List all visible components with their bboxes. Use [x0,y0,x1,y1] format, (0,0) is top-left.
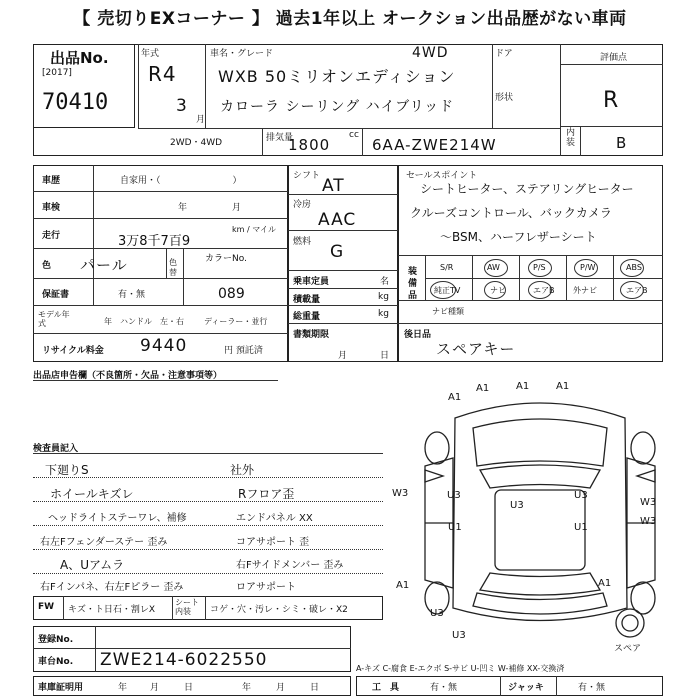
inspector-left-3: 右左Fフェンダーステー 歪み [40,537,168,548]
grade-value: R [603,88,620,113]
ac-value: AAC [318,210,357,230]
cert-label: 車庫証明用 [38,683,84,693]
equip-item-5: 純正TV [434,286,461,295]
model-year-unit: 年 [104,317,112,326]
load-label: 積載量 [293,295,321,305]
inspector-left-2: ヘッドライトステーワレ、補修 [48,513,187,524]
fw-value: キズ・ト日石・割レX [68,605,155,615]
damage-code: U3 [574,490,588,501]
model-year-label: モデル年式 [38,310,70,328]
damage-code: W3 [640,497,657,508]
equip-item-9: エアB [626,286,648,295]
damage-code: U3 [510,500,524,511]
year-label: 年式 [141,49,160,59]
cc-label: cc [349,130,359,140]
warranty-value: 有・無 [118,290,146,300]
damage-code: W3 [640,516,657,527]
month-label: 月 [196,115,206,125]
model-4wd: 4WD [412,45,449,61]
after-label: 後日品 [404,330,432,340]
equip-item-3: P/W [580,263,596,272]
nav-type-label: ナビ種類 [432,307,464,316]
chassis-label: 車台No. [38,657,74,667]
banner: 【 売切りEXコーナー 】 過去1年以上 オークション出品歴がない車両 [0,0,700,32]
lot-number: 70410 [42,90,109,115]
handle-label: ハンドル 左・右 [120,317,184,326]
inspector-right-2: エンドパネル XX [236,513,313,524]
shift-value: AT [322,176,345,196]
history-label: 車歴 [42,176,61,186]
inspector-left-1: ホイールキズレ [50,487,134,501]
damage-code: W3 [392,488,409,499]
warranty-label: 保証書 [42,290,70,300]
inspector-title: 検査員記入 [33,444,79,454]
shape-label: 形状 [495,93,514,103]
model-line2: カローラ シーリング ハイブリッド [220,99,455,115]
cert-field-3: 年 [242,683,252,693]
sales-line2: クルーズコントロール、バックカメラ [410,206,612,220]
weight-label: 総重量 [293,312,321,322]
load-unit: kg [378,292,389,302]
cert-field-5: 日 [310,683,320,693]
tools-label: 工 具 [372,683,400,693]
color-no-label: カラーNo. [205,254,247,264]
damage-code: A1 [396,580,410,591]
recycle-label: リサイクル料金 [42,346,104,356]
color-value: パール [80,256,128,274]
damage-code: U3 [430,608,444,619]
month-value: 3 [176,96,188,116]
weight-unit: kg [378,309,389,319]
cert-field-4: 月 [276,683,286,693]
equip-item-6: ナビ [490,286,506,295]
doc-day: 日 [380,351,390,361]
shift-label: シフト [293,171,321,181]
history-value: 自家用・（ ） [120,176,242,186]
equip-circle [484,281,506,299]
inspector-right-5: ロアサポート [236,582,296,593]
inspector-right-1: Rフロア歪 [238,487,295,501]
equip-circle [620,259,644,277]
inspector-right-4: 右Fサイドメンバー 歪み [236,560,344,571]
after-value: スペアキー [436,340,516,358]
equip-item-2: P/S [533,263,546,272]
equipment-label: 装備品 [408,267,418,301]
damage-code: U1 [448,522,462,533]
equip-item-1: AW [487,263,500,272]
drive-label: 2WD・4WD [170,138,223,148]
doc-month: 月 [338,351,348,361]
equip-item-4: ABS [626,263,642,272]
mileage-label: 走行 [42,231,61,241]
tools-value: 有・無 [430,683,458,693]
mileage-unit: km / マイル [232,225,277,234]
damage-code: U3 [452,630,466,641]
inspector-right-0: 社外 [230,463,255,477]
fuel-label: 燃料 [293,237,312,247]
cert-field-1: 月 [150,683,160,693]
inspection-month: 月 [232,203,242,213]
capacity-unit: 名 [380,277,390,287]
color-change-label: 色替 [169,258,177,277]
year-value: R4 [148,62,177,86]
chassis-value: ZWE214-6022550 [100,650,268,670]
sales-points-label: セールスポイント [406,171,478,181]
cert-field-2: 日 [184,683,194,693]
equip-circle [620,281,644,299]
chassis-code: 6AA-ZWE214W [372,136,497,154]
equip-circle [574,259,598,277]
reg-label: 登録No. [38,635,74,645]
interior-value: B [616,134,628,152]
damage-code: A1 [448,392,462,403]
year-tag: [2017] [42,68,72,78]
mileage-value: 3万8千7百9 [118,234,191,249]
doc-deadline-label: 書類期限 [293,330,330,340]
damage-code: U3 [447,490,461,501]
model-line1: WXB 50ミリオンエディション [218,67,456,86]
damage-code: U1 [574,522,588,533]
damage-code: A1 [516,381,530,392]
damage-legend: A-キズ C-腐食 E-エクボ S-サビ U-凹ミ W-補修 XX-交換済 [356,664,565,673]
lot-label: 出品No. [50,49,109,67]
equip-item-0: S/R [440,263,454,272]
recycle-unit: 円 預託済 [224,346,263,356]
equip-circle [430,281,456,299]
jack-value: 有・無 [578,683,606,693]
inspector-left-5: 右Fインパネ、右左Fピラー 歪み [40,582,184,593]
door-label: ドア [495,49,513,59]
inspector-right-3: コアサポート 歪 [236,537,310,548]
inspection-year: 年 [178,203,188,213]
inspector-left-0: 下廻りS [45,463,89,477]
equip-circle [528,281,552,299]
equip-circle [484,259,508,277]
displacement-value: 1800 [288,136,331,154]
dealer-label: ディーラー・並行 [204,317,268,326]
equip-circle [528,259,552,277]
color-no-value: 089 [218,286,245,302]
color-label: 色 [42,261,52,271]
damage-code: A1 [556,381,570,392]
seat-label: シート内装 [175,598,199,616]
fuel-value: G [330,242,345,262]
inspection-label: 車検 [42,203,61,213]
displacement-label: 排気量 [266,133,294,143]
notes-title: 出品店申告欄（不良箇所・欠品・注意事項等） [33,371,223,381]
damage-code: A1 [476,383,490,394]
fw-label: FW [38,602,55,612]
interior-label: 内装 [566,128,576,148]
grade-label: 評価点 [600,53,628,63]
inspector-left-4: A、Uアムラ [60,558,125,572]
damage-code: A1 [598,578,612,589]
equip-item-8: 外ナビ [573,286,597,295]
capacity-label: 乗車定員 [293,277,330,287]
jack-label: ジャッキ [508,683,544,693]
sales-line3: ～BSM、ハーフレザーシート [440,230,597,244]
sales-line1: シートヒーター、ステアリングヒーター [420,182,634,196]
spare-label: スペア [614,644,642,654]
equip-item-7: エアB [533,286,555,295]
recycle-value: 9440 [140,336,188,356]
cert-field-0: 年 [118,683,128,693]
seat-value: コゲ・穴・汚レ・シミ・破レ・X2 [210,605,348,615]
model-label: 車名・グレード [210,49,274,59]
ac-label: 冷房 [293,200,312,210]
